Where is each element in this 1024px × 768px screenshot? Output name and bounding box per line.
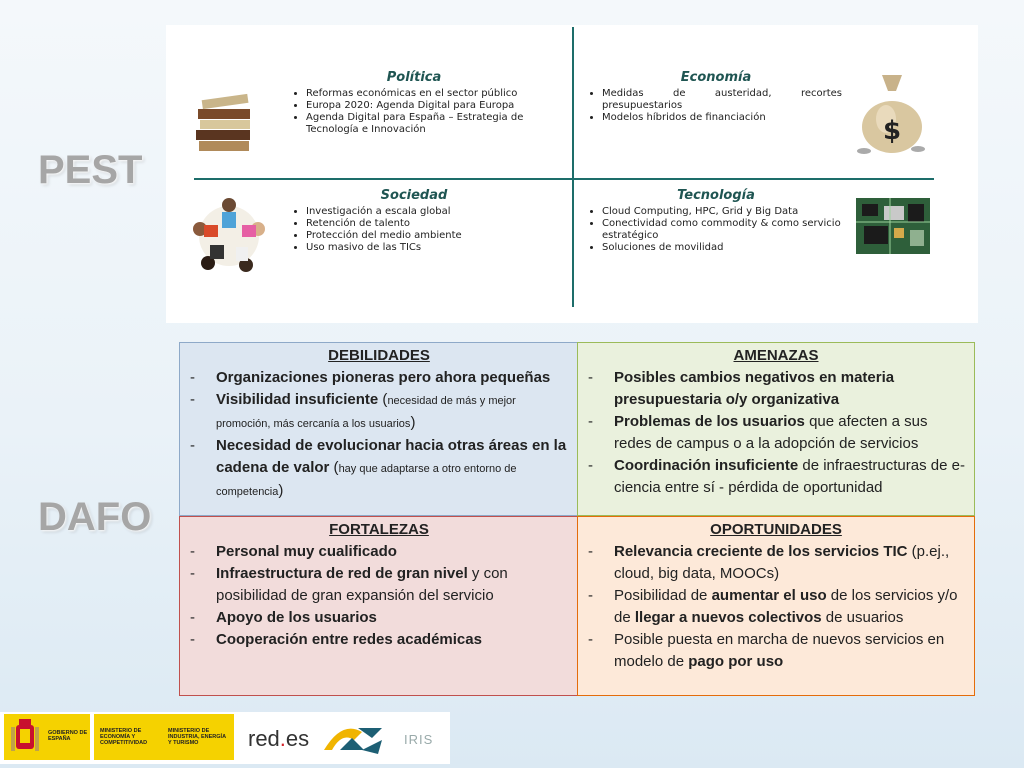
list-item: • Retención de talento	[306, 218, 534, 230]
economia-title: Economía	[680, 70, 752, 85]
pest-panel	[166, 25, 978, 323]
pest-label: PEST	[38, 148, 143, 192]
ministerio-industria-text: MINISTERIO DE INDUSTRIA, ENERGÍA Y TURISMO	[168, 728, 226, 746]
list-item: - Coordinación insuficiente de infraestructuras de e-ciencia entre sí - pérdida de oportunidad	[586, 455, 966, 499]
fortalezas-box	[179, 516, 579, 696]
list-item: • Cloud Computing, HPC, Grid y Big Data	[602, 206, 842, 218]
pest-horizontal-divider	[194, 178, 934, 180]
list-item: - Posibles cambios negativos en materia presupuestaria o/y organizativa	[586, 367, 966, 411]
debilidades-title: DEBILIDADES	[328, 347, 430, 364]
list-item: • Modelos híbridos de financiación	[602, 112, 842, 124]
list-item: - Apoyo de los usuarios	[188, 607, 570, 629]
circuit-board-icon	[856, 198, 930, 254]
list-item: - Posibilidad de aumentar el uso de los servicios y/o de llegar a nuevos colectivos de usuarios	[586, 585, 966, 629]
list-item: • Medidas de austeridad, recortes presupuestarios	[602, 88, 842, 112]
oportunidades-box	[577, 516, 975, 696]
politica-title: Política	[386, 70, 442, 85]
list-item: • Reformas económicas en el sector público	[306, 88, 534, 100]
fortalezas-title: FORTALEZAS	[329, 521, 429, 538]
list-item: - Visibilidad insuficiente (necesidad de más y mejor promoción, más cercanía a los usuarios)	[188, 389, 570, 435]
oportunidades-title: OPORTUNIDADES	[710, 521, 842, 538]
list-item: • Conectividad como commodity & como servicio estratégico	[602, 218, 842, 242]
pest-politica	[294, 70, 534, 136]
pest-vertical-divider	[572, 27, 574, 307]
list-item: • Investigación a escala global	[306, 206, 534, 218]
people-group-icon	[190, 195, 268, 277]
amenazas-title: AMENAZAS	[733, 347, 819, 364]
list-item: • Protección del medio ambiente	[306, 230, 534, 242]
list-item: - Problemas de los usuarios que afecten a sus redes de campus o a la adopción de servicios	[586, 411, 966, 455]
iris-text: IRIS	[404, 732, 434, 747]
list-item: - Infraestructura de red de gran nivel y con posibilidad de gran expansión del servicio	[188, 563, 570, 607]
debilidades-box	[179, 342, 579, 516]
dafo-matrix	[176, 342, 978, 700]
coat-of-arms-icon	[8, 717, 42, 757]
ministerio-economia-text: MINISTERIO DE ECONOMÍA Y COMPETITIVIDAD	[100, 728, 148, 746]
list-item: • Agenda Digital para España – Estrategia de Tecnología e Innovación	[306, 112, 534, 136]
pest-tecnologia	[590, 188, 842, 254]
ministerio-economia-logo	[94, 714, 164, 760]
money-bag-icon	[852, 69, 932, 157]
list-item: - Posible puesta en marcha de nuevos servicios en modelo de pago por uso	[586, 629, 966, 673]
gobierno-logo	[4, 714, 90, 760]
pest-economia	[590, 70, 842, 124]
dafo-label: DAFO	[38, 495, 152, 539]
rediris-logo-icon	[322, 720, 384, 758]
sociedad-title: Sociedad	[380, 188, 448, 203]
redes-logo: red.es	[248, 726, 310, 751]
books-icon	[194, 89, 256, 155]
svg-text:$: $	[882, 116, 902, 146]
list-item: - Necesidad de evolucionar hacia otras áreas en la cadena de valor (hay que adaptarse a otro entorno de competencia)	[188, 435, 570, 503]
list-item: • Uso masivo de las TICs	[306, 242, 534, 254]
ministerio-industria-logo	[160, 714, 234, 760]
list-item: • Soluciones de movilidad	[602, 242, 842, 254]
list-item: - Cooperación entre redes académicas	[188, 629, 570, 651]
list-item: • Europa 2020: Agenda Digital para Europa	[306, 100, 534, 112]
gobierno-text: GOBIERNO DE ESPAÑA	[48, 730, 88, 742]
list-item: - Organizaciones pioneras pero ahora pequeñas	[188, 367, 570, 389]
tecnologia-title: Tecnología	[677, 188, 755, 203]
amenazas-box	[577, 342, 975, 516]
footer-logos	[0, 712, 450, 764]
list-item: - Personal muy cualificado	[188, 541, 570, 563]
list-item: - Relevancia creciente de los servicios TIC (p.ej., cloud, big data, MOOCs)	[586, 541, 966, 585]
pest-sociedad	[294, 188, 534, 254]
